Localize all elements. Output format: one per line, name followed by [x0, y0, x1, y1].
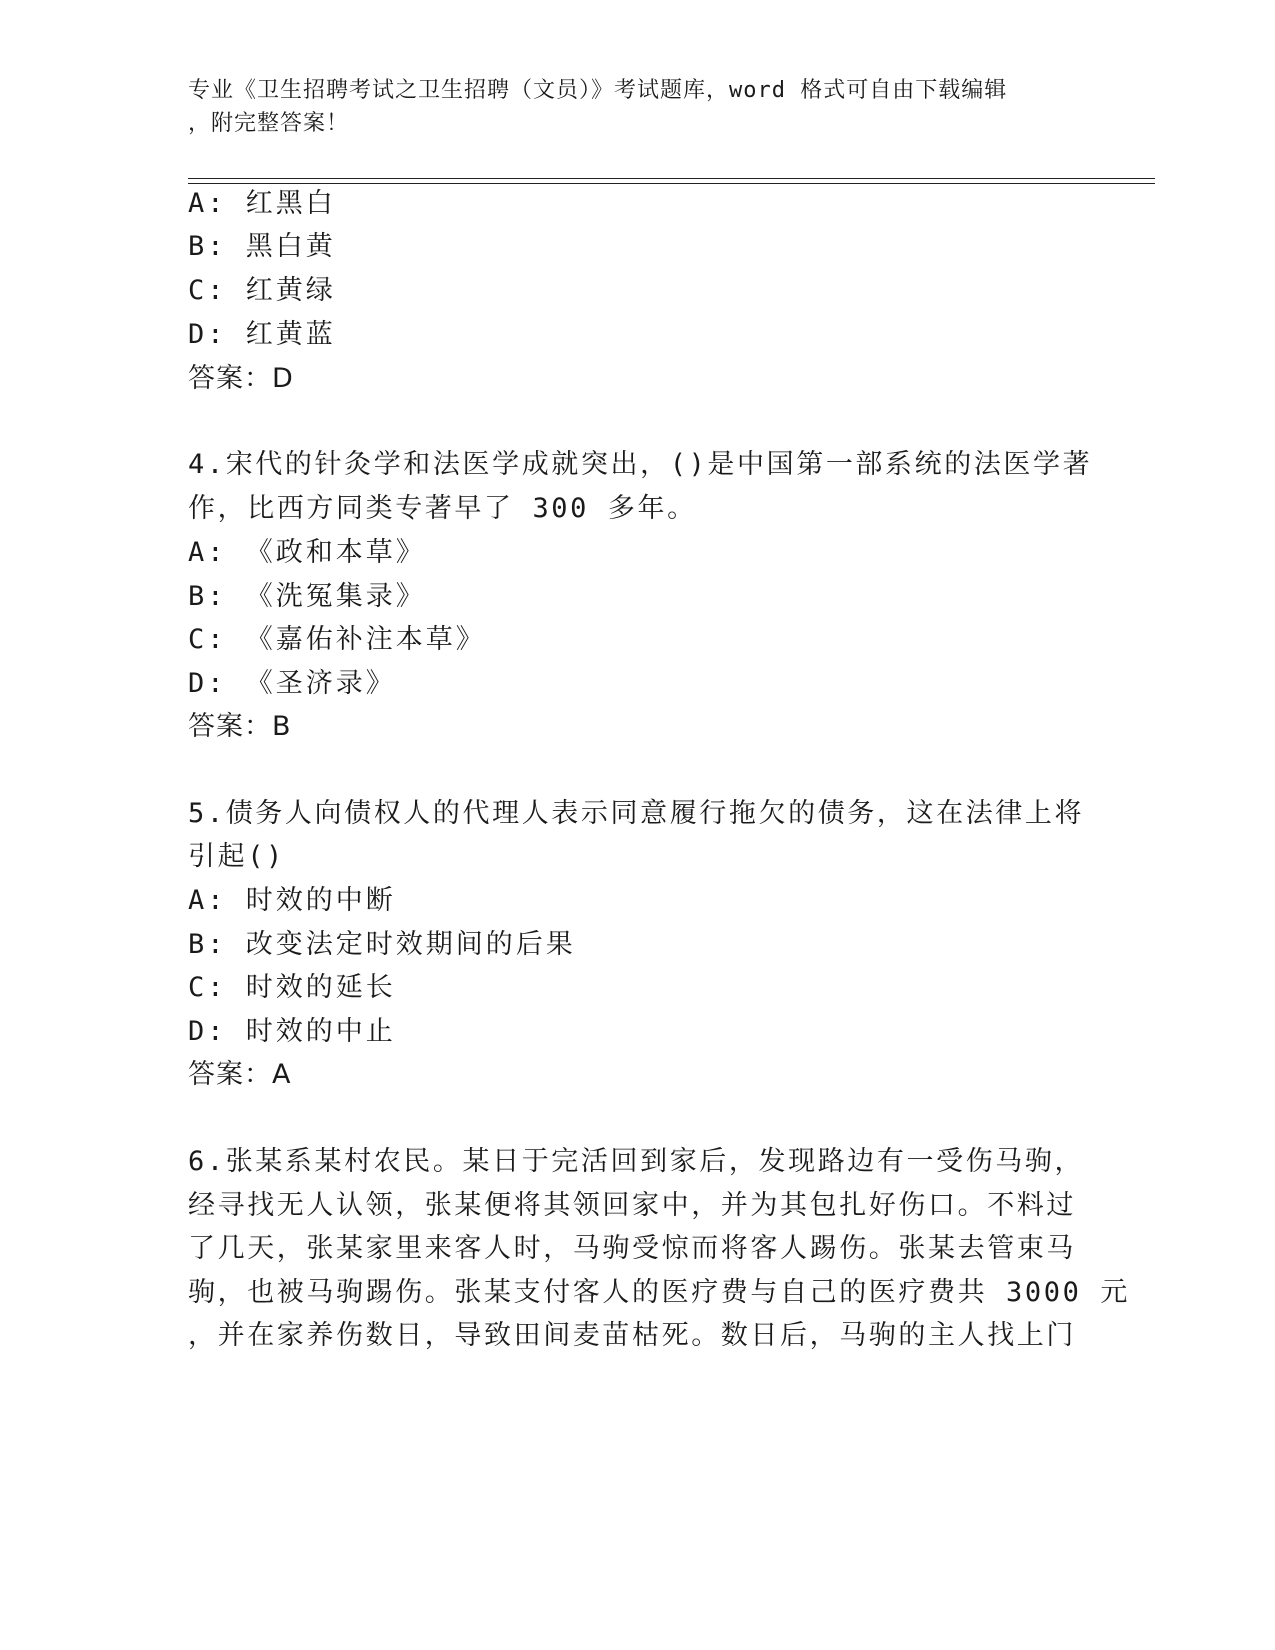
q5-stem-line-2: 引起() [188, 841, 285, 872]
q4-answer: 答案：B [188, 711, 292, 742]
q4-option-b: B: 《洗冤集录》 [188, 581, 426, 612]
q4-option-c: C: 《嘉佑补注本草》 [188, 624, 486, 655]
q3-option-b: B: 黑白黄 [188, 231, 336, 262]
q4-stem-line-2: 作，比西方同类专著早了 300 多年。 [188, 493, 697, 524]
q6-stem-line-4: 驹，也被马驹踢伤。张某支付客人的医疗费与自己的医疗费共 3000 元 [188, 1277, 1130, 1308]
q5-stem-line-1: 5.债务人向债权人的代理人表示同意履行拖欠的债务，这在法律上将 [188, 798, 1085, 829]
header-divider-bottom [188, 183, 1155, 184]
q5-answer: 答案：A [188, 1059, 292, 1090]
q3-answer: 答案：D [188, 363, 294, 394]
q5-option-a: A: 时效的中断 [188, 885, 396, 916]
q6-stem-line-5: ，并在家养伤数日，导致田间麦苗枯死。数日后，马驹的主人找上门 [188, 1320, 1076, 1351]
header-line-2: ，附完整答案！ [188, 111, 350, 136]
document-header [188, 74, 1068, 140]
q4-stem-line-1: 4.宋代的针灸学和法医学成就突出，()是中国第一部系统的法医学著 [188, 449, 1093, 480]
header-divider-top [188, 178, 1155, 179]
q3-option-a: A: 红黑白 [188, 188, 336, 219]
q5-option-d: D: 时效的中止 [188, 1016, 396, 1047]
q5-option-b: B: 改变法定时效期间的后果 [188, 929, 576, 960]
q6-stem-line-1: 6.张某系某村农民。某日于完活回到家后，发现路边有一受伤马驹， [188, 1146, 1085, 1177]
header-line-1: 专业《卫生招聘考试之卫生招聘（文员）》考试题库，word 格式可自由下载编辑 [188, 78, 1008, 103]
q5-option-c: C: 时效的延长 [188, 972, 396, 1003]
q6-stem-line-2: 经寻找无人认领，张某便将其领回家中，并为其包扎好伤口。不料过 [188, 1190, 1076, 1221]
q6-stem-line-3: 了几天，张某家里来客人时，马驹受惊而将客人踢伤。张某去管束马 [188, 1233, 1076, 1264]
q3-option-c: C: 红黄绿 [188, 275, 336, 306]
q4-option-a: A: 《政和本草》 [188, 537, 426, 568]
q3-option-d: D: 红黄蓝 [188, 319, 336, 350]
q4-option-d: D: 《圣济录》 [188, 668, 396, 699]
